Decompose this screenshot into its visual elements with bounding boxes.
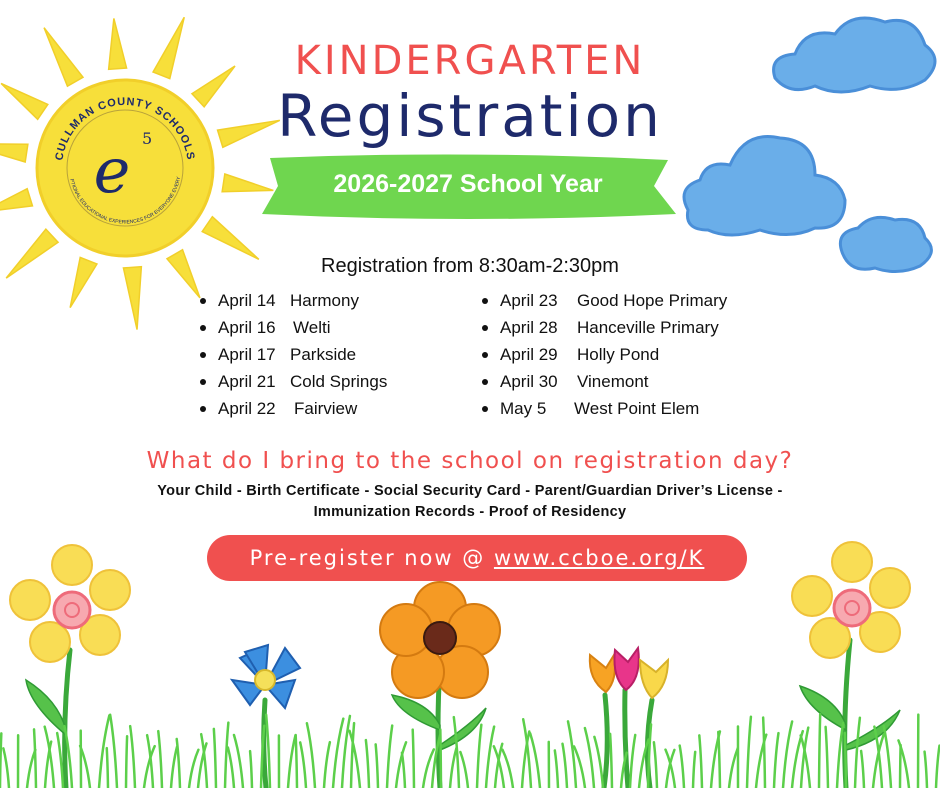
schedule-school: Hanceville Primary	[577, 318, 719, 337]
schedule-school: Holly Pond	[577, 345, 660, 364]
logo-text-bottom: PTIONAL EDUCATIONAL EXPERIENCES FOR EVERYONE EVERY	[68, 176, 183, 226]
schedule-school: Vinemont	[577, 372, 649, 391]
schedule-item	[480, 314, 727, 341]
grass-blade	[630, 735, 635, 788]
grass-blade	[693, 752, 695, 788]
grass-blade	[555, 750, 558, 788]
logo-mark: e	[93, 134, 131, 207]
schedule-list-right	[480, 287, 727, 422]
grass-blade	[900, 745, 901, 788]
schedule-item	[198, 341, 387, 368]
grass-blade	[925, 752, 927, 788]
schedule-item	[480, 368, 727, 395]
schedule-date: April 30	[500, 372, 558, 391]
grass-blade	[936, 746, 939, 788]
schedule-date: April 22	[218, 399, 276, 418]
schedule-date: May 5	[500, 399, 547, 418]
schedule-item	[480, 341, 727, 368]
grass-blade	[884, 726, 891, 788]
grass-blade	[34, 729, 36, 788]
grass-blade	[699, 735, 702, 788]
grass-blade	[729, 748, 738, 788]
grass-blade	[845, 733, 846, 788]
schedule-date: April 28	[500, 318, 558, 337]
flower-icon	[10, 545, 130, 662]
grass-blade	[300, 742, 306, 788]
grass-blade	[158, 731, 162, 788]
grass-blade	[486, 727, 494, 788]
schedule-school: Welti	[293, 318, 331, 337]
grass-blade	[594, 737, 603, 788]
grass-blade	[568, 721, 576, 788]
grass-blade	[585, 728, 594, 788]
grass-blade	[171, 747, 177, 788]
schedule-school: Parkside	[290, 345, 357, 364]
flowers-illustration	[0, 530, 940, 788]
grass-blade	[225, 723, 228, 788]
grass-blade	[819, 714, 820, 788]
bring-list	[60, 481, 880, 523]
grass-blade	[783, 722, 792, 788]
schedule-date: April 21	[218, 372, 276, 391]
schedule-date: April 29	[500, 345, 558, 364]
grass-blade	[0, 733, 1, 788]
grass-blade	[376, 744, 378, 788]
grass-blade	[307, 723, 315, 788]
schedule-date: April 23	[500, 291, 558, 310]
bring-line-2: Immunization Records - Proof of Residency	[313, 504, 627, 520]
schedule-item	[198, 287, 387, 314]
grass-blade	[563, 744, 567, 788]
grass-blade	[288, 735, 295, 788]
grass-blade	[228, 748, 234, 788]
schedule-date: April 16	[218, 318, 276, 337]
grass-blade	[3, 748, 9, 788]
grass-blade	[610, 734, 612, 788]
schedule-school: Harmony	[290, 291, 359, 310]
grass-blade	[296, 735, 297, 788]
schedule-item	[198, 395, 387, 422]
grass-blade	[774, 733, 778, 788]
schedule-item	[198, 368, 387, 395]
schedule-school: Good Hope Primary	[577, 291, 728, 310]
grass-blade	[718, 732, 720, 788]
grass-blade	[654, 742, 657, 788]
title-kindergarten: KINDERGARTEN	[294, 38, 646, 84]
schedule-item	[480, 395, 727, 422]
grass-blade	[126, 736, 127, 788]
grass-blade	[826, 727, 828, 788]
preregister-link[interactable]: www.ccboe.org/K	[493, 546, 705, 570]
logo-text-top: CULLMAN COUNTY SCHOOLS	[53, 95, 197, 162]
tulip-icon	[590, 648, 668, 698]
grass-blade	[747, 717, 751, 788]
title-registration: Registration	[277, 82, 663, 150]
schedule-item	[480, 287, 727, 314]
school-year-text: 2026-2027 School Year	[333, 170, 603, 198]
grass-blade	[477, 725, 481, 788]
grass-blade	[130, 726, 135, 788]
bring-question: What do I bring to the school on registration day?	[146, 448, 794, 474]
flower-icon	[380, 582, 500, 698]
grass-blade	[189, 750, 198, 788]
grass-blade	[413, 730, 414, 788]
grass-blade	[402, 753, 405, 788]
grass-blade	[366, 740, 369, 788]
schedule-school: Fairview	[294, 399, 358, 418]
logo-superscript: 5	[142, 129, 153, 148]
grass-blade	[110, 715, 117, 788]
grass-blade	[214, 729, 216, 788]
grass-blade	[837, 723, 843, 788]
grass-blade	[250, 751, 252, 788]
grass-blade	[855, 718, 860, 788]
grass-blade	[177, 739, 180, 788]
grass-blade	[324, 742, 330, 788]
grass-blade	[861, 751, 864, 788]
schedule-item	[198, 314, 387, 341]
schedule-school: West Point Elem	[574, 399, 700, 418]
grass-blade	[234, 735, 243, 788]
schedule-date: April 17	[218, 345, 276, 364]
grass-blade	[387, 726, 392, 788]
schedule-date: April 14	[218, 291, 276, 310]
grass-blade	[107, 748, 108, 788]
grass-blade	[450, 748, 456, 788]
preregister-label: Pre-register now @	[249, 546, 494, 570]
bring-line-1: Your Child - Birth Certificate - Social Security Card - Parent/Guardian Driver’s License -	[157, 483, 783, 499]
grass-blade	[57, 733, 63, 788]
grass-blade	[680, 746, 684, 788]
registration-time: Registration from 8:30am-2:30pm	[321, 255, 619, 277]
grass-blade	[763, 718, 765, 788]
schedule-list-left	[198, 287, 387, 422]
grass-blade	[460, 752, 468, 788]
grass-blade	[342, 716, 350, 788]
grass-blade	[440, 730, 441, 788]
schedule-school: Cold Springs	[290, 372, 388, 391]
